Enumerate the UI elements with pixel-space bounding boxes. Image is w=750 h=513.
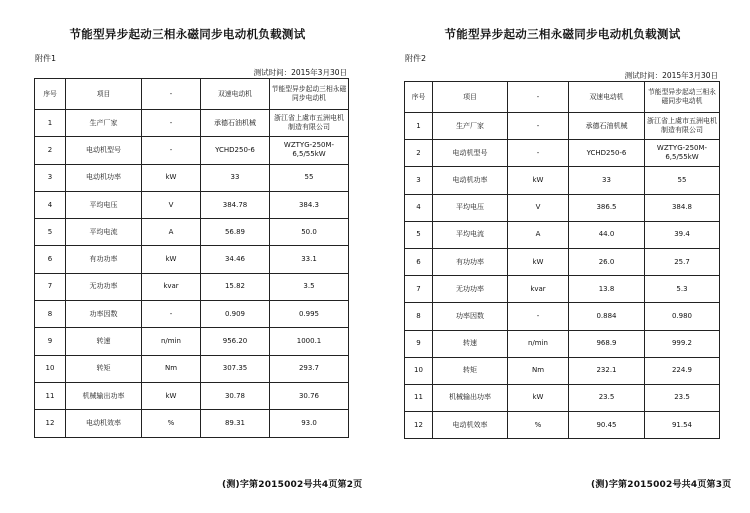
cell-unit: - xyxy=(508,140,569,167)
cell-item: 生产厂家 xyxy=(433,113,508,140)
cell-dual-speed-motor: 968.9 xyxy=(569,330,645,357)
cell-unit: kvar xyxy=(142,273,201,300)
cell-dual-speed-motor: YCHD250-6 xyxy=(201,137,270,164)
cell-index: 7 xyxy=(35,273,66,300)
cell-index: 5 xyxy=(35,219,66,246)
table-row xyxy=(35,137,349,164)
cell-unit: n/min xyxy=(142,328,201,355)
cell-pm-synchronous-motor: 224.9 xyxy=(645,357,720,384)
header-unit: - xyxy=(508,82,569,113)
table-row xyxy=(35,246,349,273)
cell-index: 8 xyxy=(35,301,66,328)
header-pm-synchronous-motor: 节能型异步起动三相永磁同步电动机 xyxy=(645,82,720,113)
cell-index: 12 xyxy=(35,410,66,437)
cell-item: 有功功率 xyxy=(66,246,142,273)
table-row xyxy=(35,191,349,218)
table-row xyxy=(405,330,720,357)
page-footer: (测)字第2015002号共4页第2页 xyxy=(222,480,363,490)
cell-index: 4 xyxy=(405,194,433,221)
cell-pm-synchronous-motor: WZTYG-250M-6,5/55kW xyxy=(645,140,720,167)
cell-unit: Nm xyxy=(508,357,569,384)
cell-pm-synchronous-motor: WZTYG-250M-6,5/55kW xyxy=(270,137,349,164)
cell-unit: V xyxy=(142,191,201,218)
cell-dual-speed-motor: 0.909 xyxy=(201,301,270,328)
cell-unit: kW xyxy=(142,246,201,273)
cell-item: 转速 xyxy=(66,328,142,355)
table-row xyxy=(405,221,720,248)
cell-index: 1 xyxy=(35,110,66,137)
table-row xyxy=(35,301,349,328)
cell-unit: - xyxy=(142,110,201,137)
cell-item: 平均电压 xyxy=(433,194,508,221)
cell-pm-synchronous-motor: 91.54 xyxy=(645,412,720,439)
cell-item: 功率因数 xyxy=(66,301,142,328)
load-test-table xyxy=(34,78,349,438)
header-pm-synchronous-motor: 节能型异步起动三相永磁同步电动机 xyxy=(270,79,349,110)
cell-item: 平均电流 xyxy=(433,221,508,248)
cell-pm-synchronous-motor: 293.7 xyxy=(270,355,349,382)
load-test-table xyxy=(404,81,720,439)
cell-dual-speed-motor: YCHD250-6 xyxy=(569,140,645,167)
cell-dual-speed-motor: 34.46 xyxy=(201,246,270,273)
cell-unit: n/min xyxy=(508,330,569,357)
cell-dual-speed-motor: 33 xyxy=(201,164,270,191)
test-time: 测试时间：2015年3月30日 xyxy=(624,71,718,80)
cell-item: 无功功率 xyxy=(66,273,142,300)
cell-item: 电动机效率 xyxy=(66,410,142,437)
cell-pm-synchronous-motor: 39.4 xyxy=(645,221,720,248)
cell-item: 电动机型号 xyxy=(66,137,142,164)
cell-unit: - xyxy=(508,113,569,140)
cell-item: 平均电流 xyxy=(66,219,142,246)
table-row xyxy=(35,382,349,409)
table-row xyxy=(405,140,720,167)
cell-dual-speed-motor: 0.884 xyxy=(569,303,645,330)
cell-item: 电动机型号 xyxy=(433,140,508,167)
cell-dual-speed-motor: 89.31 xyxy=(201,410,270,437)
report-page-right xyxy=(375,0,750,513)
cell-pm-synchronous-motor: 0.980 xyxy=(645,303,720,330)
header-unit: - xyxy=(142,79,201,110)
cell-item: 生产厂家 xyxy=(66,110,142,137)
cell-index: 5 xyxy=(405,221,433,248)
cell-pm-synchronous-motor: 33.1 xyxy=(270,246,349,273)
table-row xyxy=(405,113,720,140)
cell-pm-synchronous-motor: 55 xyxy=(645,167,720,194)
cell-dual-speed-motor: 33 xyxy=(569,167,645,194)
cell-index: 12 xyxy=(405,412,433,439)
attachment-label: 附件2 xyxy=(405,54,427,63)
cell-pm-synchronous-motor: 30.76 xyxy=(270,382,349,409)
header-item: 项目 xyxy=(433,82,508,113)
cell-index: 1 xyxy=(405,113,433,140)
cell-pm-synchronous-motor: 25.7 xyxy=(645,248,720,275)
cell-item: 电动机效率 xyxy=(433,412,508,439)
table-row xyxy=(405,384,720,411)
cell-unit: % xyxy=(508,412,569,439)
table-row xyxy=(405,248,720,275)
cell-item: 电动机功率 xyxy=(66,164,142,191)
attachment-label: 附件1 xyxy=(35,54,57,63)
table-row xyxy=(405,412,720,439)
page-title: 节能型异步起动三相永磁同步电动机负载测试 xyxy=(69,27,306,41)
cell-item: 转矩 xyxy=(433,357,508,384)
cell-dual-speed-motor: 23.5 xyxy=(569,384,645,411)
cell-index: 9 xyxy=(405,330,433,357)
table-row xyxy=(35,110,349,137)
cell-item: 有功功率 xyxy=(433,248,508,275)
cell-index: 6 xyxy=(405,248,433,275)
cell-index: 9 xyxy=(35,328,66,355)
cell-unit: - xyxy=(142,137,201,164)
cell-item: 机械输出功率 xyxy=(433,384,508,411)
cell-dual-speed-motor: 956.20 xyxy=(201,328,270,355)
cell-pm-synchronous-motor: 384.8 xyxy=(645,194,720,221)
cell-pm-synchronous-motor: 999.2 xyxy=(645,330,720,357)
cell-unit: kW xyxy=(142,164,201,191)
header-dual-speed-motor: 双速电动机 xyxy=(569,82,645,113)
cell-pm-synchronous-motor: 50.0 xyxy=(270,219,349,246)
cell-item: 转速 xyxy=(433,330,508,357)
cell-index: 2 xyxy=(405,140,433,167)
cell-pm-synchronous-motor: 浙江省上虞市五洲电机制造有限公司 xyxy=(645,113,720,140)
cell-dual-speed-motor: 承德石油机械 xyxy=(569,113,645,140)
cell-dual-speed-motor: 15.82 xyxy=(201,273,270,300)
cell-dual-speed-motor: 307.35 xyxy=(201,355,270,382)
table-row xyxy=(405,167,720,194)
cell-item: 无功功率 xyxy=(433,276,508,303)
cell-index: 11 xyxy=(405,384,433,411)
table-row xyxy=(35,328,349,355)
cell-unit: V xyxy=(508,194,569,221)
table-row xyxy=(405,276,720,303)
table-row xyxy=(405,357,720,384)
cell-pm-synchronous-motor: 浙江省上虞市五洲电机制造有限公司 xyxy=(270,110,349,137)
cell-unit: % xyxy=(142,410,201,437)
cell-dual-speed-motor: 26.0 xyxy=(569,248,645,275)
cell-unit: - xyxy=(508,303,569,330)
header-dual-speed-motor: 双速电动机 xyxy=(201,79,270,110)
cell-index: 3 xyxy=(405,167,433,194)
cell-dual-speed-motor: 232.1 xyxy=(569,357,645,384)
cell-dual-speed-motor: 44.0 xyxy=(569,221,645,248)
table-row xyxy=(35,164,349,191)
table-header-row xyxy=(35,79,349,110)
cell-unit: kvar xyxy=(508,276,569,303)
cell-unit: A xyxy=(142,219,201,246)
cell-item: 机械输出功率 xyxy=(66,382,142,409)
header-item: 项目 xyxy=(66,79,142,110)
cell-unit: - xyxy=(142,301,201,328)
cell-dual-speed-motor: 386.5 xyxy=(569,194,645,221)
page-title: 节能型异步起动三相永磁同步电动机负载测试 xyxy=(444,27,681,41)
cell-pm-synchronous-motor: 3.5 xyxy=(270,273,349,300)
cell-item: 电动机功率 xyxy=(433,167,508,194)
cell-pm-synchronous-motor: 0.995 xyxy=(270,301,349,328)
cell-pm-synchronous-motor: 1000.1 xyxy=(270,328,349,355)
cell-dual-speed-motor: 384.78 xyxy=(201,191,270,218)
table-row xyxy=(405,194,720,221)
cell-dual-speed-motor: 30.78 xyxy=(201,382,270,409)
cell-pm-synchronous-motor: 23.5 xyxy=(645,384,720,411)
cell-index: 3 xyxy=(35,164,66,191)
cell-index: 4 xyxy=(35,191,66,218)
header-index: 序号 xyxy=(405,82,433,113)
cell-index: 2 xyxy=(35,137,66,164)
cell-pm-synchronous-motor: 93.0 xyxy=(270,410,349,437)
cell-index: 8 xyxy=(405,303,433,330)
cell-item: 功率因数 xyxy=(433,303,508,330)
test-time: 测试时间：2015年3月30日 xyxy=(253,68,347,77)
cell-pm-synchronous-motor: 384.3 xyxy=(270,191,349,218)
cell-unit: A xyxy=(508,221,569,248)
cell-unit: Nm xyxy=(142,355,201,382)
cell-dual-speed-motor: 56.89 xyxy=(201,219,270,246)
page-footer: (测)字第2015002号共4页第3页 xyxy=(591,480,732,490)
cell-unit: kW xyxy=(142,382,201,409)
cell-index: 11 xyxy=(35,382,66,409)
cell-dual-speed-motor: 承德石油机械 xyxy=(201,110,270,137)
table-row xyxy=(35,410,349,437)
cell-index: 10 xyxy=(405,357,433,384)
header-index: 序号 xyxy=(35,79,66,110)
cell-index: 6 xyxy=(35,246,66,273)
cell-item: 转矩 xyxy=(66,355,142,382)
cell-dual-speed-motor: 90.45 xyxy=(569,412,645,439)
cell-index: 10 xyxy=(35,355,66,382)
cell-unit: kW xyxy=(508,384,569,411)
cell-pm-synchronous-motor: 55 xyxy=(270,164,349,191)
cell-pm-synchronous-motor: 5.3 xyxy=(645,276,720,303)
table-row xyxy=(35,219,349,246)
cell-unit: kW xyxy=(508,167,569,194)
cell-dual-speed-motor: 13.8 xyxy=(569,276,645,303)
table-row xyxy=(405,303,720,330)
table-header-row xyxy=(405,82,720,113)
table-row xyxy=(35,273,349,300)
table-row xyxy=(35,355,349,382)
cell-index: 7 xyxy=(405,276,433,303)
cell-unit: kW xyxy=(508,248,569,275)
cell-item: 平均电压 xyxy=(66,191,142,218)
